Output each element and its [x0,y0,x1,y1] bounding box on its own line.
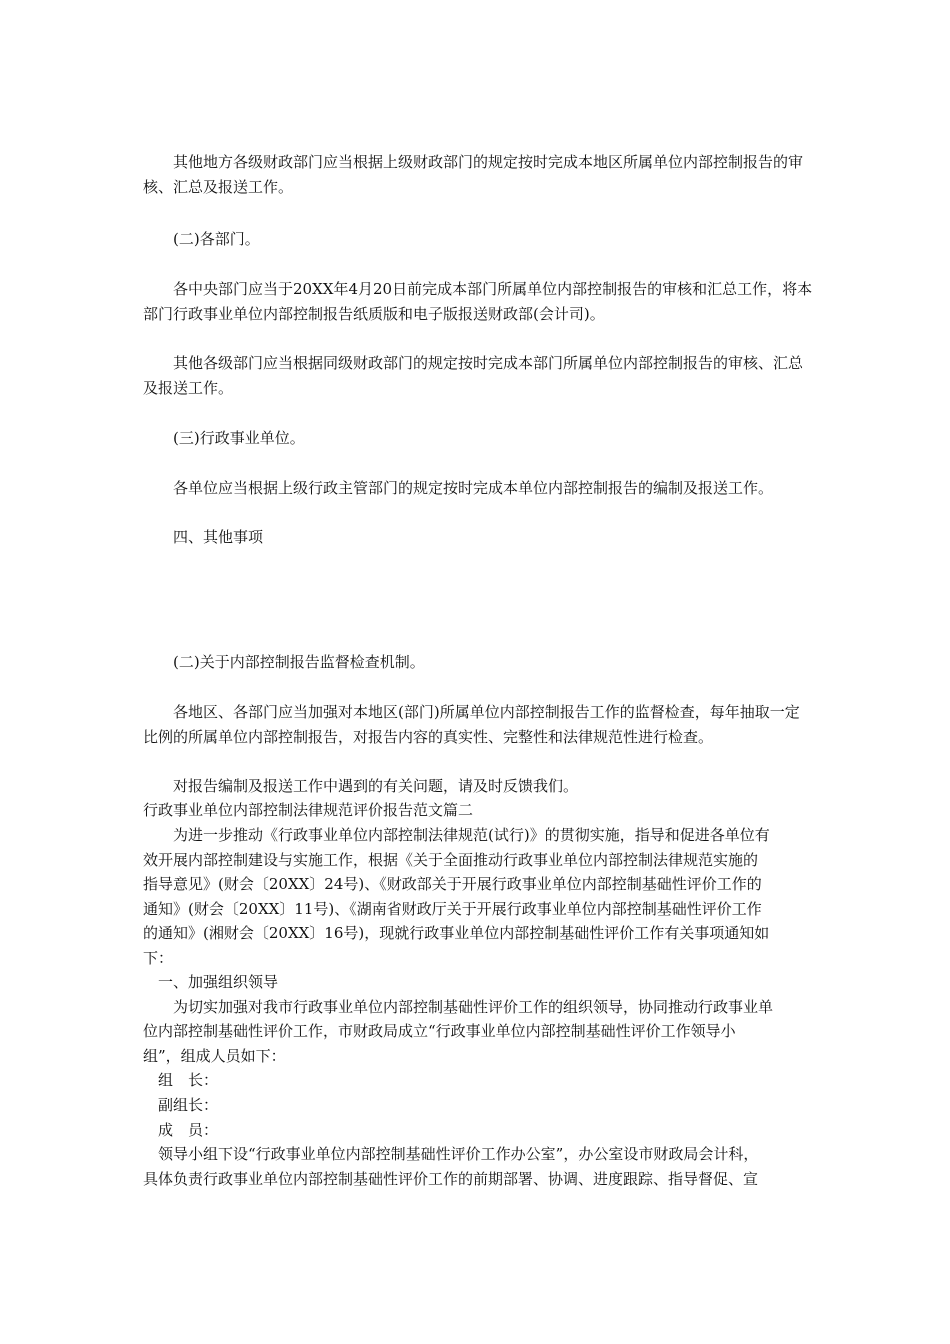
heading-administrative-units: (三)行政事业单位。 [173,429,305,447]
deputy-leader-label: 副组长： [158,1095,219,1114]
intro-line: 为进一步推动《行政事业单位内部控制法律规范(试行)》的贯彻实施，指导和促进各单位有 [173,826,770,844]
section-heading-leadership: 一、加强组织领导 [158,973,279,991]
members-label: 成 员： [158,1120,219,1139]
paragraph-supervision: 各地区、各部门应当加强对本地区(部门)所属单位内部控制报告工作的监督检查，每年抽取一定比例的所属单位内部控制报告，对报告内容的真实性、完整性和法律规范性进行检查。 [143,703,800,746]
intro-line: 通知》(财会〔20XX〕11号)、《湖南省财政厅关于开展行政事业单位内部控制基础性评价工作 [143,899,762,918]
intro-line: 效开展内部控制建设与实施工作，根据《关于全面推动行政事业单位内部控制法律规范实施的 [143,850,759,869]
leadership-line: 位内部控制基础性评价工作，市财政局成立“行政事业单位内部控制基础性评价工作领导小 [143,1022,736,1041]
heading-departments: (二)各部门。 [173,230,260,248]
section-organization [143,970,813,1191]
group-leader-label: 组 长： [158,1071,219,1090]
intro-line: 下： [143,948,174,967]
office-line: 具体负责行政事业单位内部控制基础性评价工作的前期部署、协调、进度跟踪、指导督促、宣 [143,1169,759,1188]
intro-line: 的通知》(湘财会〔20XX〕16号)，现就行政事业单位内部控制基础性评价工作有关事项通知如 [143,924,770,943]
leadership-line: 组”，组成人员如下： [143,1046,286,1065]
paragraph-finance-departments: 其他地方各级财政部门应当根据上级财政部门的规定按时完成本地区所属单位内部控制报告的审核、汇总及报送工作。 [143,153,804,196]
paragraph-central-departments: 各中央部门应当于20XX年4月20日前完成本部门所属单位内部控制报告的审核和汇总工作，将本部门行政事业单位内部控制报告纸质版和电子版报送财政部(会计司)。 [143,280,813,323]
heading-supervision-mechanism: (二)关于内部控制报告监督检查机制。 [173,653,425,671]
heading-other-matters: 四、其他事项 [173,528,264,546]
paragraph-other-departments: 其他各级部门应当根据同级财政部门的规定按时完成本部门所属单位内部控制报告的审核、汇总及报送工作。 [143,354,804,397]
leadership-line: 为切实加强对我市行政事业单位内部控制基础性评价工作的组织领导，协同推动行政事业单 [173,997,774,1016]
document-title-part-two: 行政事业单位内部控制法律规范评价报告范文篇二 [143,801,474,819]
paragraph-feedback: 对报告编制及报送工作中遇到的有关问题，请及时反馈我们。 [173,777,579,795]
intro-line: 指导意见》(财会〔20XX〕24号)、《财政部关于开展行政事业单位内部控制基础性评价工作的 [143,875,762,894]
office-line: 领导小组下设“行政事业单位内部控制基础性评价工作办公室”，办公室设市财政局会计科， [158,1145,759,1164]
paragraph-intro [143,823,813,971]
paragraph-units: 各单位应当根据上级行政主管部门的规定按时完成本单位内部控制报告的编制及报送工作。 [173,479,774,497]
